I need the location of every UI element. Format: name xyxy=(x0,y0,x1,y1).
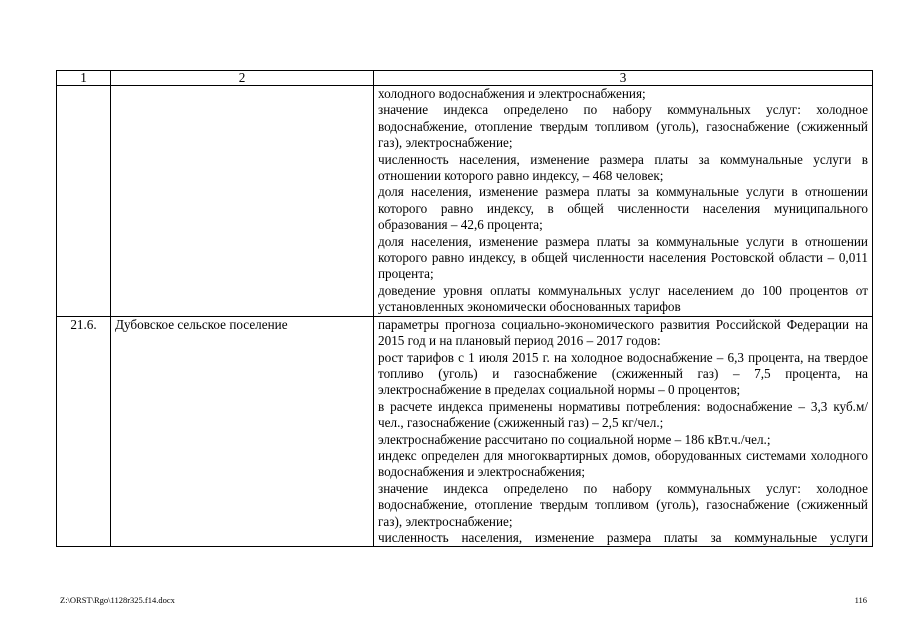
table-row xyxy=(57,86,873,317)
row-number: 21.6. xyxy=(57,316,111,547)
footer-file-path: Z:\ORST\Rgo\1128r325.f14.docx xyxy=(60,595,175,605)
description-line: доля населения, изменение размера платы за коммунальные услуги в отношении которого равно индексу, в общей численности населения муниципального образования – 42,6 процента; xyxy=(378,184,868,233)
row-number xyxy=(57,86,111,317)
row-name: Дубовское сельское поселение xyxy=(111,316,374,547)
row-description xyxy=(374,86,873,317)
description-line: рост тарифов с 1 июля 2015 г. на холодное водоснабжение – 6,3 процента, на твердое топливо (уголь) и газоснабжение (сжиженный газ) – 7,5 процента, на электроснабжение в пределах социальной нормы – 0 процентов; xyxy=(378,349,868,398)
footer-page-number: 116 xyxy=(854,595,867,605)
description-line: параметры прогноза социально-экономического развития Российской Федерации на 2015 год и на плановый период 2016 – 2017 годов: xyxy=(378,316,868,349)
table-header-row xyxy=(57,71,873,86)
description-line: значение индекса определено по набору коммунальных услуг: холодное водоснабжение, отопление твердым топливом (уголь), газоснабжение (сжиженный газ), электроснабжение; xyxy=(378,480,868,529)
description-line: индекс определен для многоквартирных домов, оборудованных системами холодного водоснабжения и электроснабжения; xyxy=(378,447,868,480)
description-line: численность населения, изменение размера платы за коммунальные услуги xyxy=(378,529,868,545)
row-name xyxy=(111,86,374,317)
header-col-3: 3 xyxy=(374,71,873,86)
description-line: доля населения, изменение размера платы за коммунальные услуги в отношении которого равно индексу, в общей численности населения Ростовской области – 0,011 процента; xyxy=(378,233,868,282)
description-line: холодного водоснабжения и электроснабжения; xyxy=(378,86,646,101)
description-line: численность населения, изменение размера платы за коммунальные услуги в отношении которого равно индексу, – 468 человек; xyxy=(378,151,868,184)
header-col-1: 1 xyxy=(57,71,111,86)
table-row xyxy=(57,316,873,547)
data-table xyxy=(56,70,873,547)
description-line: значение индекса определено по набору коммунальных услуг: холодное водоснабжение, отопление твердым топливом (уголь), газоснабжение (сжиженный газ), электроснабжение; xyxy=(378,102,868,151)
description-line: доведение уровня оплаты коммунальных услуг населением до 100 процентов от установленных экономически обоснованных тарифов xyxy=(378,282,868,315)
description-line: электроснабжение рассчитано по социальной норме – 186 кВт.ч./чел.; xyxy=(378,431,771,447)
header-col-2: 2 xyxy=(111,71,374,86)
row-description xyxy=(374,316,873,547)
description-line: в расчете индекса применены нормативы потребления: водоснабжение – 3,3 куб.м/чел., газоснабжение (сжиженный газ) – 2,5 кг/чел.; xyxy=(378,398,868,431)
